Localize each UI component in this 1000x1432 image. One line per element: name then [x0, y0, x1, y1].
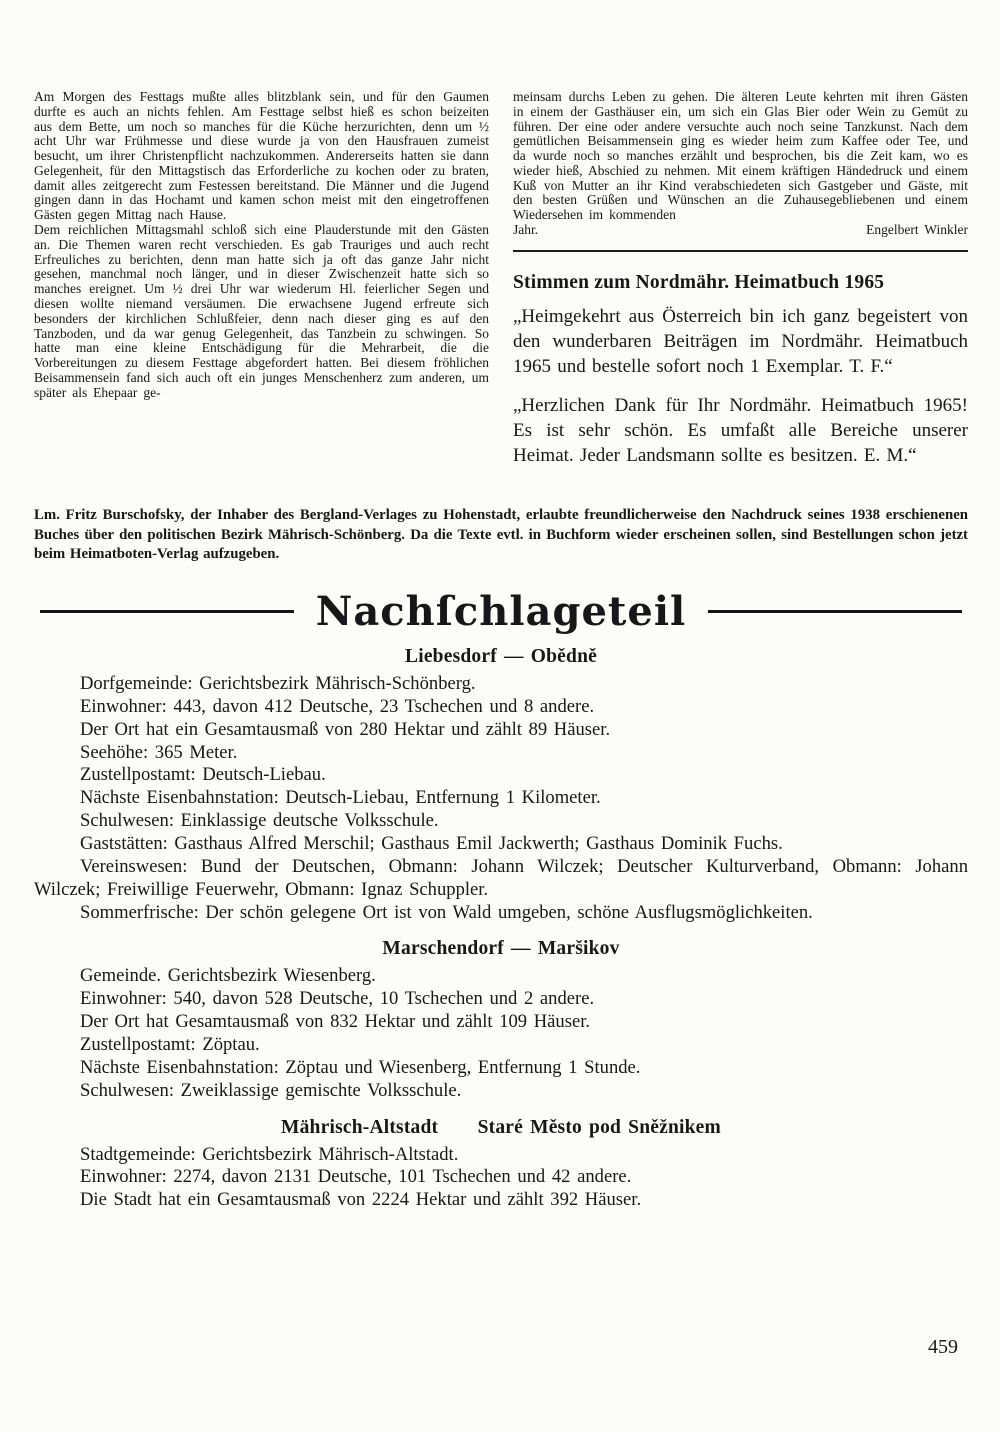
entry-maehrisch-altstadt: [34, 1117, 968, 1213]
entry-paragraph: Seehöhe: 365 Meter.: [80, 741, 238, 763]
entry-paragraph: Zustellpostamt: Deutsch-Liebau.: [80, 764, 326, 786]
entry-paragraph: Nächste Eisenbahnstation: Zöptau und Wiesenberg, Entfernung 1 Stunde.: [80, 1056, 641, 1078]
reader-quote: „Herzlichen Dank für Ihr Nordmähr. Heimatbuch 1965! Es ist sehr schön. Es umfaßt alle Bereiche unserer Heimat. Jeder Landsmann sollte es besitzen. E. M.“: [513, 395, 968, 467]
entry-heading: Liebesdorf — Obědně: [405, 645, 597, 667]
paragraph-end: Jahr.: [513, 222, 539, 238]
entry-liebesdorf: [34, 646, 968, 924]
entry-heading: Mährisch-Altstadt Staré Město pod Sněžnikem: [281, 1116, 721, 1138]
entry-paragraph: Einwohner: 443, davon 412 Deutsche, 23 Tschechen und 8 andere.: [80, 695, 595, 717]
entry-marschendorf: [34, 938, 968, 1102]
entry-paragraph: Einwohner: 540, davon 528 Deutsche, 10 Tschechen und 2 andere.: [80, 988, 595, 1010]
entry-paragraph: Einwohner: 2274, davon 2131 Deutsche, 101 Tschechen und 42 andere.: [80, 1166, 632, 1188]
entry-paragraph: Der Ort hat Gesamtausmaß von 832 Hektar und zählt 109 Häuser.: [80, 1011, 591, 1033]
right-rule: [708, 610, 962, 613]
right-column: [513, 90, 968, 482]
stimmen-heading: Stimmen zum Nordmähr. Heimatbuch 1965: [513, 271, 885, 293]
entry-paragraph: Vereinswesen: Bund der Deutschen, Obmann: Johann Wilczek; Deutscher Kulturverband, Obmann: Johann Wilczek; Freiwillige Feuerwehr, Obmann: Ignaz Schuppler.: [34, 855, 968, 900]
entry-paragraph: Dorfgemeinde: Gerichtsbezirk Mährisch-Schönberg.: [80, 672, 476, 694]
section-title: Nachſchlageteil: [315, 587, 687, 635]
entry-paragraph: Schulwesen: Einklassige deutsche Volksschule.: [80, 810, 439, 832]
body-paragraph: Am Morgen des Festtags mußte alles blitzblank sein, und für den Gaumen durfte es auch an nichts fehlen. Am Festtage selbst hieß es schon beizeiten aus dem Bette, um noch so manches für die Küche herzurichten, denn um ½ acht Uhr war Frühmesse und diese wurde ja von den Hausfrauen zumeist besucht, um ihrer Christenpflicht nachzukommen. Andererseits hatten sie dann Gelegenheit, für den Mittagstisch das Erforderliche zu kochen oder zu braten, damit alles zeitgerecht zum Festessen bereitstand. Die Männer und die Jugend gingen dann in das Hochamt und kamen schon meist mit den eingetroffenen Gästen gegen Mittag nach Hause.: [34, 89, 489, 223]
signature-line: [513, 223, 968, 238]
entry-paragraph: Gemeinde. Gerichtsbezirk Wiesenberg.: [80, 965, 376, 987]
publisher-notice: Lm. Fritz Burschofsky, der Inhaber des Bergland-Verlages zu Hohenstadt, erlaubte freundlicherweise den Nachdruck seines 1938 erschienenen Buches über den politischen Bezirk Mährisch-Schönberg. Da die Texte evtl. in Buchform wieder erscheinen sollen, sind Bestellungen schon jetzt beim Heimatboten-Verlag aufzugeben.: [34, 507, 968, 562]
page-number: 459: [928, 1336, 958, 1358]
divider-rule: [513, 250, 968, 252]
reader-quote: „Heimgekehrt aus Österreich bin ich ganz begeistert von den wunderbaren Beiträgen im Nordmähr. Heimatbuch 1965 und bestelle sofort noch 1 Exemplar. T. F.“: [513, 305, 968, 377]
entry-paragraph: Zustellpostamt: Zöptau.: [80, 1034, 260, 1056]
entry-paragraph: Stadtgemeinde: Gerichtsbezirk Mährisch-Altstadt.: [80, 1143, 459, 1165]
entry-paragraph: Sommerfrische: Der schön gelegene Ort ist von Wald umgeben, schöne Ausflugsmöglichkeiten.: [80, 901, 813, 923]
section-title-row: [40, 587, 962, 635]
entry-heading: Marschendorf — Maršikov: [382, 938, 620, 960]
entry-paragraph: Die Stadt hat ein Gesamtausmaß von 2224 Hektar und zählt 392 Häuser.: [80, 1189, 642, 1211]
body-paragraph: Dem reichlichen Mittagsmahl schloß sich eine Plauderstunde mit den Gästen an. Die Themen waren recht verschieden. Es gab Trauriges und auch recht Erfreuliches zu berichten, denn man hatte sich ja oft das ganze Jahr nicht gesehen, manchmal noch länger, und in dieser Zwischenzeit hatte sich so manches ereignet. Um ½ drei Uhr war wiederum Hl. feierlicher Segen und diesen wollte niemand versäumen. Die erwachsene Jugend erfreute sich besonders der kirchlichen Schlußfeier, denn nach dieser ging es auf den Tanzboden, und da war genug Gelegenheit, das Tanzbein zu schwingen. So hatte man eine kleine Entschädigung für die Mehrarbeit, die die Vorbereitungen zu diesem Festtage abgefordert hatten. Bei diesem fröhlichen Beisammensein fand sich auch oft ein junges Menschenherz zum anderen, um später als Ehepaar ge-: [34, 222, 489, 400]
left-rule: [40, 610, 294, 613]
author-signature: Engelbert Winkler: [866, 222, 968, 238]
left-column: [34, 90, 489, 482]
body-paragraph: meinsam durchs Leben zu gehen. Die älteren Leute kehrten mit ihren Gästen in einem der Gasthäuser ein, um sich ein Glas Bier oder Wein zu Gemüt zu führen. Der eine oder andere versuchte auch noch seine Tanzkunst. Nach dem gemütlichen Beisammensein ging es wieder heim zum Kaffee oder Tee, und da wurde noch so manches erzählt und besprochen, bis die Zeit kam, wo es wieder hieß, Abschied zu nehmen. Mit einem kräftigen Händedruck und einem Kuß von Mutter an ihr Kind verabschiedeten sich Gastgeber und Gäste, mit den besten Grüßen und Wünschen an die Zuhausegebliebenen und einem Wiedersehen im kommenden: [513, 89, 968, 223]
top-columns: [34, 90, 968, 482]
entry-paragraph: Schulwesen: Zweiklassige gemischte Volksschule.: [80, 1079, 462, 1101]
entry-paragraph: Nächste Eisenbahnstation: Deutsch-Liebau, Entfernung 1 Kilometer.: [80, 787, 601, 809]
entry-paragraph: Der Ort hat ein Gesamtausmaß von 280 Hektar und zählt 89 Häuser.: [80, 718, 611, 740]
entry-paragraph: Gaststätten: Gasthaus Alfred Merschil; Gasthaus Emil Jackwerth; Gasthaus Dominik Fuchs.: [80, 833, 783, 854]
